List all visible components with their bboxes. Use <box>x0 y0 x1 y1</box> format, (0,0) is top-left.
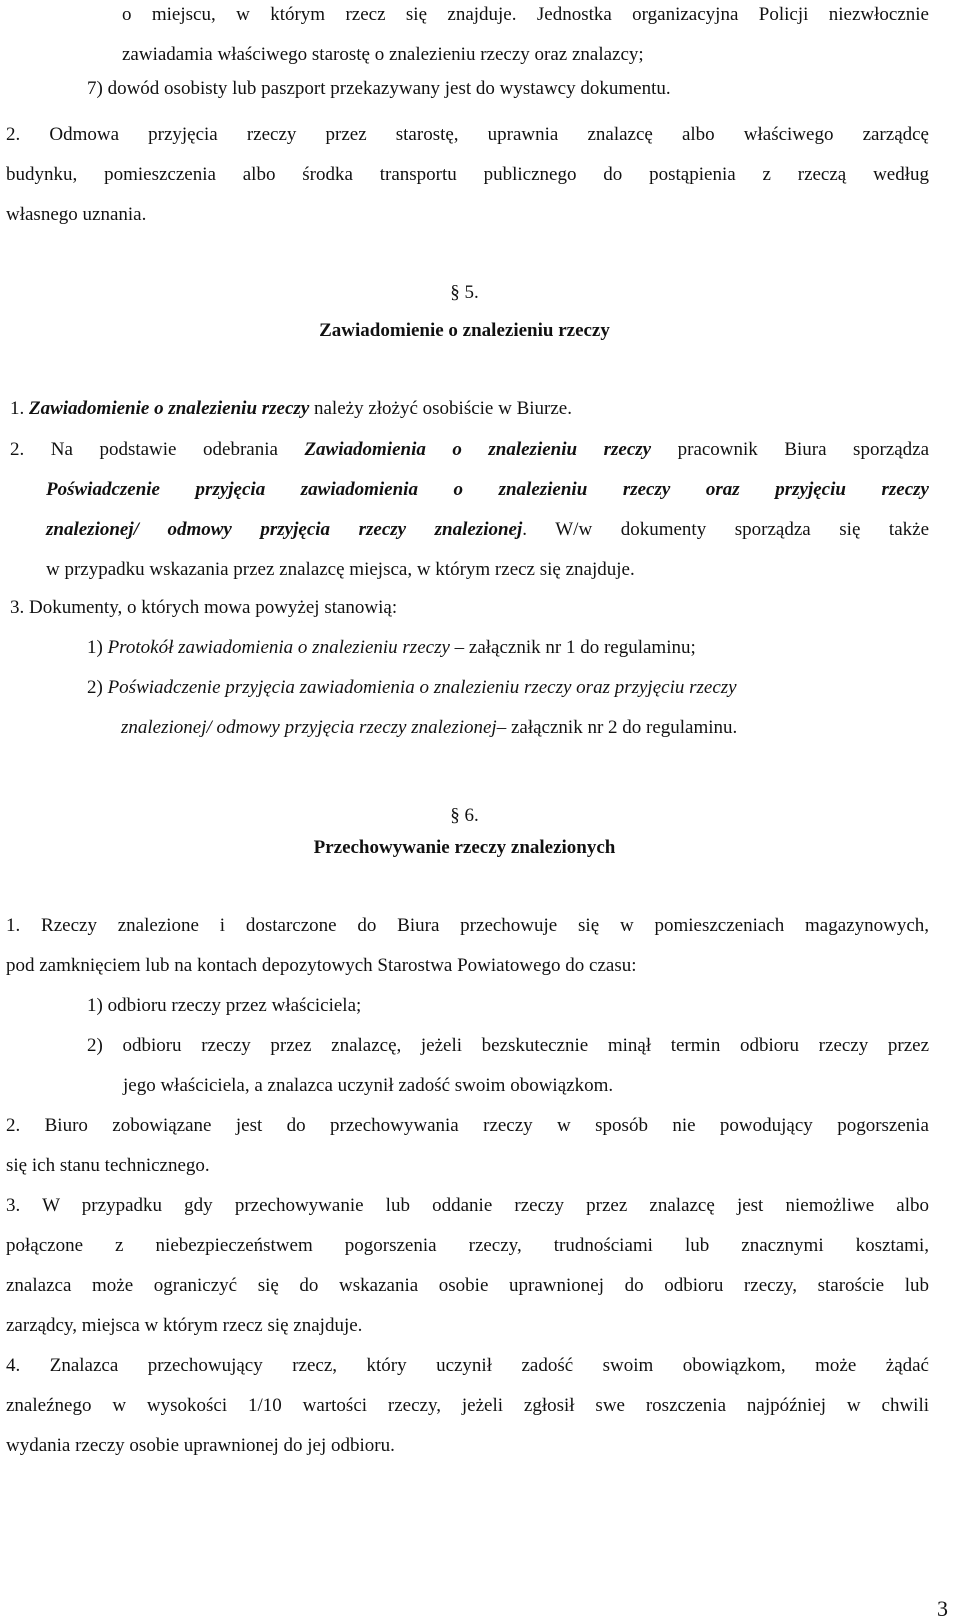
emphasis: Protokół zawiadomienia o znalezieniu rzeczy <box>107 637 450 658</box>
section-number: § 6. <box>450 805 479 826</box>
paragraph-line <box>10 398 572 420</box>
paragraph-text: pracownik Biura sporządza <box>651 439 930 460</box>
emphasis: Zawiadomienie o znalezieniu rzeczy <box>29 398 310 419</box>
paragraph-number: 2. <box>10 439 25 460</box>
emphasis: Poświadczenie przyjęcia zawiadomienia o znalezieniu rzeczy oraz przyjęciu rzeczy <box>107 677 737 698</box>
emphasis: Zawiadomienia o znalezieniu rzeczy <box>304 439 652 460</box>
paragraph-line: budynku, pomieszczenia albo środka transportu publicznego do postąpienia z rzeczą według <box>6 164 929 185</box>
paragraph-line: własnego uznania. <box>6 204 147 225</box>
list-number: 1) <box>87 637 103 658</box>
paragraph-line: znalazca może ograniczyć się do wskazania osobie uprawnionej do odbioru rzeczy, staroście lub <box>6 1275 929 1296</box>
body-line: zawiadamia właściwego starostę o znalezieniu rzeczy oraz znalazcy; <box>122 44 644 65</box>
list-item-cont <box>121 717 737 739</box>
paragraph-line: 2. Odmowa przyjęcia rzeczy przez starostę, uprawnia znalazcę albo właściwego zarządcę <box>6 124 929 145</box>
paragraph-line: 4. Znalazca przechowujący rzecz, który uczynił zadość swoim obowiązkom, może żądać <box>6 1355 929 1376</box>
paragraph-line <box>10 439 929 461</box>
list-item-cont: jego właściciela, a znalazca uczynił zadość swoim obowiązkom. <box>123 1075 614 1096</box>
paragraph-text: należy złożyć osobiście w Biurze. <box>309 398 572 419</box>
paragraph-line: zarządcy, miejsca w którym rzecz się znajduje. <box>6 1315 363 1336</box>
paragraph-line: wydania rzeczy osobie uprawnionej do jej odbioru. <box>6 1435 395 1456</box>
section-title: Zawiadomienie o znalezieniu rzeczy <box>319 320 610 341</box>
paragraph-line: połączone z niebezpieczeństwem pogorszenia rzeczy, trudnościami lub znacznymi kosztami, <box>6 1235 929 1256</box>
paragraph-line: znaleźnego w wysokości 1/10 wartości rzeczy, jeżeli zgłosił swe roszczenia najpóźniej w chwili <box>6 1395 929 1416</box>
paragraph-line: 2. Biuro zobowiązane jest do przechowywania rzeczy w sposób nie powodujący pogorszenia <box>6 1115 929 1136</box>
page-number: 3 <box>937 1596 948 1621</box>
paragraph-line: w przypadku wskazania przez znalazcę miejsca, w którym rzecz się znajduje. <box>46 559 635 580</box>
paragraph-line: się ich stanu technicznego. <box>6 1155 210 1176</box>
paragraph-line: pod zamknięciem lub na kontach depozytowych Starostwa Powiatowego do czasu: <box>6 955 637 976</box>
list-item: 2) odbioru rzeczy przez znalazcę, jeżeli bezskutecznie minął termin odbioru rzeczy przez <box>87 1035 929 1056</box>
list-item: 1) odbioru rzeczy przez właściciela; <box>87 995 362 1016</box>
list-item <box>87 637 696 659</box>
list-text: – załącznik nr 2 do regulaminu. <box>496 717 738 738</box>
list-item: 7) dowód osobisty lub paszport przekazywany jest do wystawcy dokumentu. <box>87 78 671 99</box>
paragraph-line <box>46 519 929 541</box>
emphasis: znalezionej/ odmowy przyjęcia rzeczy znalezionej <box>46 519 523 540</box>
list-text: – załącznik nr 1 do regulaminu; <box>449 637 696 658</box>
emphasis-line: Poświadczenie przyjęcia zawiadomienia o znalezieniu rzeczy oraz przyjęciu rzeczy <box>46 479 929 500</box>
section-number: § 5. <box>450 282 479 303</box>
paragraph-text: Na podstawie odebrania <box>50 439 305 460</box>
list-item <box>87 677 737 699</box>
paragraph-line: 3. Dokumenty, o których mowa powyżej stanowią: <box>10 597 398 618</box>
body-line: o miejscu, w którym rzecz się znajduje. Jednostka organizacyjna Policji niezwłocznie <box>122 4 929 25</box>
paragraph-line: 3. W przypadku gdy przechowywanie lub oddanie rzeczy przez znalazcę jest niemożliwe albo <box>6 1195 929 1216</box>
emphasis: znalezionej/ odmowy przyjęcia rzeczy znalezionej <box>121 717 497 738</box>
paragraph-line: 1. Rzeczy znalezione i dostarczone do Biura przechowuje się w pomieszczeniach magazynowych, <box>6 915 929 936</box>
list-number: 2) <box>87 677 103 698</box>
paragraph-number: 1. <box>10 398 25 419</box>
paragraph-text: . W/w dokumenty sporządza się także <box>522 519 930 540</box>
section-title: Przechowywanie rzeczy znalezionych <box>313 837 616 858</box>
